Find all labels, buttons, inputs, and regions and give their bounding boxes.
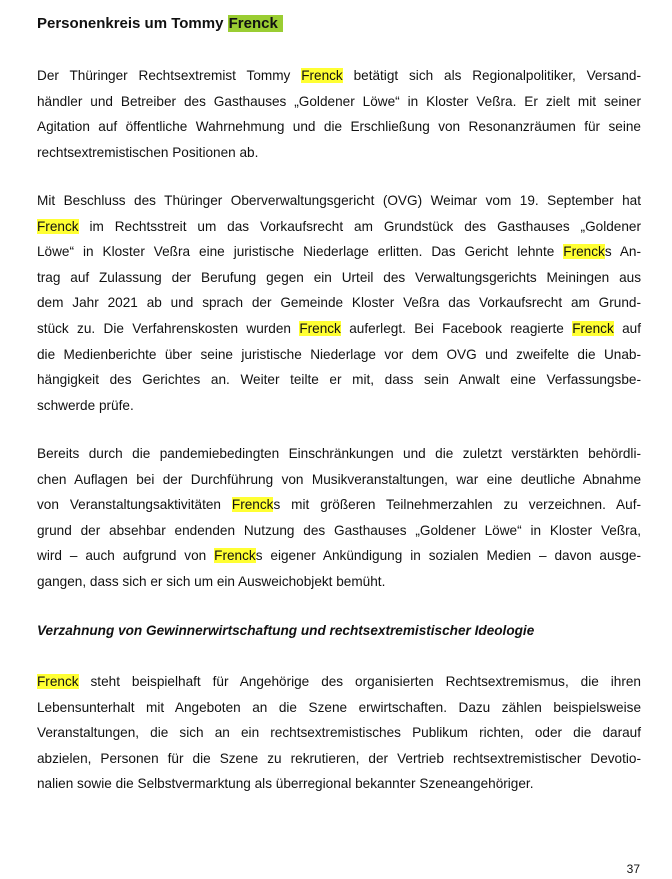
section-subheading: Verzahnung von Gewinnerwirtschaftung und rechtsextremistischer Ideologie bbox=[37, 623, 535, 638]
text-line: trag auf Zulassung der Berufung gegen ein Urteil des Verwaltungsgerichts Meiningen aus bbox=[37, 269, 641, 285]
text-line: stück zu. Die Verfahrenskosten wurden Frenck auferlegt. Bei Facebook reagierte Frenck auf bbox=[37, 320, 641, 336]
paragraph-events-decline bbox=[37, 441, 641, 595]
paragraph-intro bbox=[37, 63, 641, 165]
name-highlight: Frenck bbox=[301, 68, 343, 83]
text-line: gangen, dass sich er sich um ein Ausweichobjekt bemüht. bbox=[37, 573, 386, 589]
title-prefix: Personenkreis um Tommy bbox=[37, 15, 228, 32]
text-line: die Medienberichte über seine juristische Niederlage vor dem OVG und zweifelte die Unab- bbox=[37, 346, 641, 362]
text-line: wird – auch aufgrund von Frencks eigener Ankündigung in sozialen Medien – davon ausge- bbox=[37, 548, 641, 564]
text-line: Veranstaltungen, die sich an ein rechtsextremistisches Publikum richten, oder die darauf bbox=[37, 725, 641, 741]
text-line: Frenck steht beispielhaft für Angehörige des organisierten Rechtsextremismus, die ihren bbox=[37, 674, 641, 689]
name-highlight: Frenck bbox=[37, 218, 79, 234]
text-line: Löwe“ in Kloster Veßra eine juristische Niederlage erlitten. Das Gericht lehnte Frencks An- bbox=[37, 244, 641, 260]
text-line: rechtsextremistischen Positionen ab. bbox=[37, 144, 259, 160]
text-line: Agitation auf öffentliche Wahrnehmung und die Erschließung von Resonanzräumen für seine bbox=[37, 119, 641, 135]
text-line: dem Jahr 2021 ab und sprach der Gemeinde Kloster Veßra das Vorkaufsrecht am Grund- bbox=[37, 295, 641, 311]
text-line: Mit Beschluss des Thüringer Oberverwaltungsgericht (OVG) Weimar vom 19. September hat bbox=[37, 193, 641, 208]
text-line: Frenck im Rechtsstreit um das Vorkaufsrecht am Grundstück des Gasthauses „Goldener bbox=[37, 218, 641, 234]
name-highlight: Frenck bbox=[231, 497, 274, 513]
name-highlight: Frenck bbox=[563, 244, 605, 260]
page-number: 37 bbox=[626, 862, 640, 876]
text-line: nalien sowie die Selbstvermarktung als überregional bekannter Szeneangehöriger. bbox=[37, 776, 534, 792]
name-highlight: Frenck bbox=[299, 320, 341, 336]
text-line: Bereits durch die pandemiebedingten Einschränkungen und die zuletzt verstärkten behördli- bbox=[37, 446, 641, 461]
name-highlight: Frenck bbox=[572, 320, 614, 336]
text-line: Der Thüringer Rechtsextremist Tommy Frenck betätigt sich als Regionalpolitiker, Versand- bbox=[37, 68, 641, 83]
text-line: Lebensunterhalt mit Angeboten an die Szene erwirtschaften. Dazu zählen beispielsweise bbox=[37, 699, 641, 715]
text-line: von Veranstaltungsaktivitäten Frencks mit größeren Teilnehmerzahlen zu verzeichnen. Auf- bbox=[37, 497, 641, 513]
text-line: chen Auflagen bei der Durchführung von Musikveranstaltungen, war eine deutliche Abnahme bbox=[37, 471, 641, 487]
name-highlight: Frenck bbox=[37, 674, 79, 689]
text-line: hängigkeit des Gerichtes an. Weiter teilte er mit, dass sein Anwalt eine Verfassungsbe- bbox=[37, 372, 641, 388]
text-line: händler und Betreiber des Gasthauses „Goldener Löwe“ in Kloster Veßra. Er zielt mit seiner bbox=[37, 93, 641, 109]
text-line: schwerde prüfe. bbox=[37, 397, 134, 413]
text-line: grund der absehbar endenden Nutzung des Gasthauses „Goldener Löwe“ in Kloster Veßra, bbox=[37, 522, 641, 538]
paragraph-profit-ideology bbox=[37, 669, 641, 797]
text-line: abzielen, Personen für die Szene zu rekrutieren, der Vertrieb rechtsextremistischer Devotio- bbox=[37, 750, 641, 766]
name-highlight: Frenck bbox=[214, 548, 256, 564]
paragraph-court-ruling bbox=[37, 188, 641, 418]
title-name-highlight: Frenck bbox=[228, 15, 283, 32]
page-title bbox=[37, 14, 283, 34]
